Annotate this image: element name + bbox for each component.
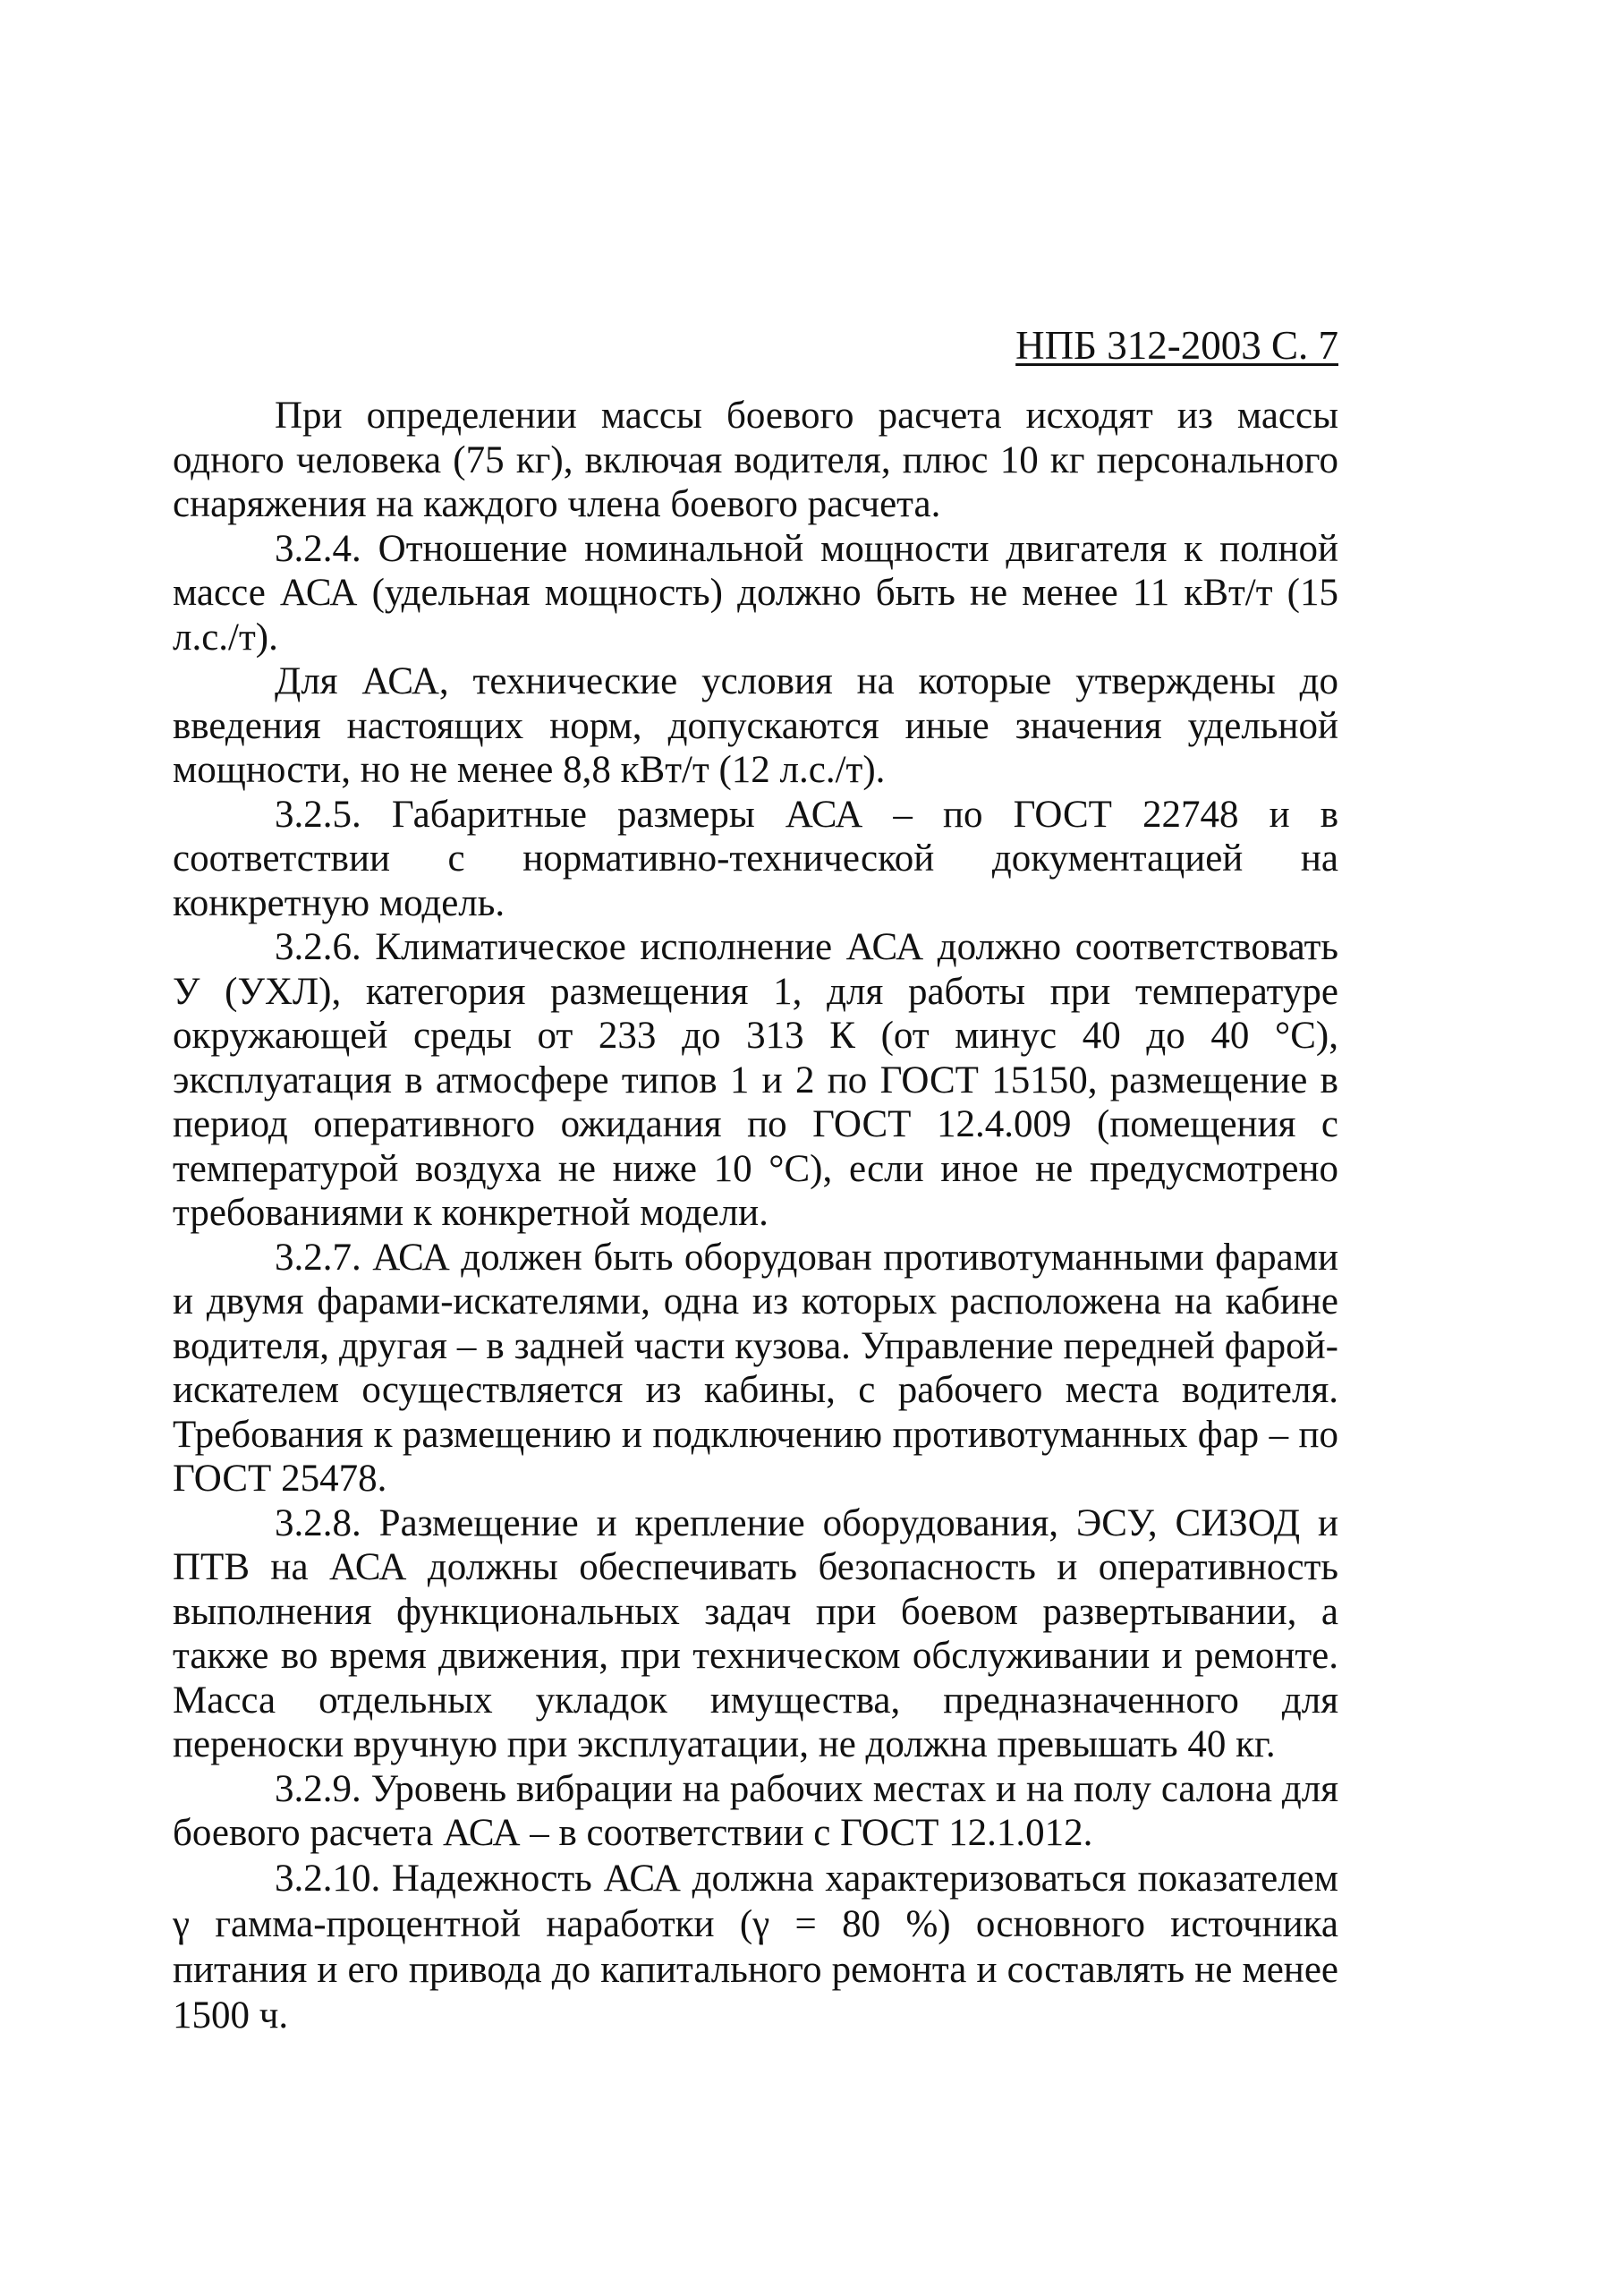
- paragraph-3-2-9: 3.2.9. Уровень вибрации на рабочих местах и на полу салона для боевого расчета АСА – в соответствии с ГОСТ 12.1.012.: [173, 1767, 1338, 1854]
- paragraph-3-2-7: 3.2.7. АСА должен быть оборудован противотуманными фарами и двумя фарами-искателями, одна из которых расположена на кабине водителя, другая – в задней части кузова. Управление передней фарой-искателем осуществляется из кабины, с рабочего места водителя. Требования к размещению и подключению противотуманных фар – по ГОСТ 25478.: [173, 1236, 1338, 1500]
- document-body: [173, 394, 1338, 2038]
- paragraph-3-2-6: 3.2.6. Климатическое исполнение АСА должно соответствовать У (УХЛ), категория размещения 1, для работы при температуре окружающей среды от 233 до 313 К (от минус 40 до 40 °С), эксплуатация в атмосфере типов 1 и 2 по ГОСТ 15150, размещение в период оперативного ожидания по ГОСТ 12.4.009 (помещения с температурой воздуха не ниже 10 °С), если иное не предусмотрено требованиями к конкретной модели.: [173, 926, 1338, 1234]
- paragraph-3-2-4: 3.2.4. Отношение номинальной мощности двигателя к полной массе АСА (удельная мощность) должно быть не менее 11 кВт/т (15 л.с./т).: [173, 527, 1338, 659]
- running-header: НПБ 312-2003 С. 7: [1015, 323, 1338, 368]
- paragraph-3-2-10: 3.2.10. Надежность АСА должна характеризоваться показателем γ гамма-процентной наработки (γ = 80 %) основного источника питания и его привода до капитального ремонта и составлять не менее 1500 ч.: [173, 1857, 1338, 2037]
- paragraph-3-2-5: 3.2.5. Габаритные размеры АСА – по ГОСТ 22748 и в соответствии с нормативно-технической документацией на конкретную модель.: [173, 793, 1338, 924]
- paragraph-specific-power: Для АСА, технические условия на которые утверждены до введения настоящих норм, допускаются иные значения удельной мощности, но не менее 8,8 кВт/т (12 л.с./т).: [173, 660, 1338, 791]
- paragraph-3-2-8: 3.2.8. Размещение и крепление оборудования, ЭСУ, СИЗОД и ПТВ на АСА должны обеспечивать безопасность и оперативность выполнения функциональных задач при боевом развертывании, а также во время движения, при техническом обслуживании и ремонте. Масса отдельных укладок имущества, предназначенного для переноски вручную при эксплуатации, не должна превышать 40 кг.: [173, 1501, 1338, 1765]
- paragraph-crew-mass: При определении массы боевого расчета исходят из массы одного человека (75 кг), включая водителя, плюс 10 кг персонального снаряжения на каждого члена боевого расчета.: [173, 395, 1338, 525]
